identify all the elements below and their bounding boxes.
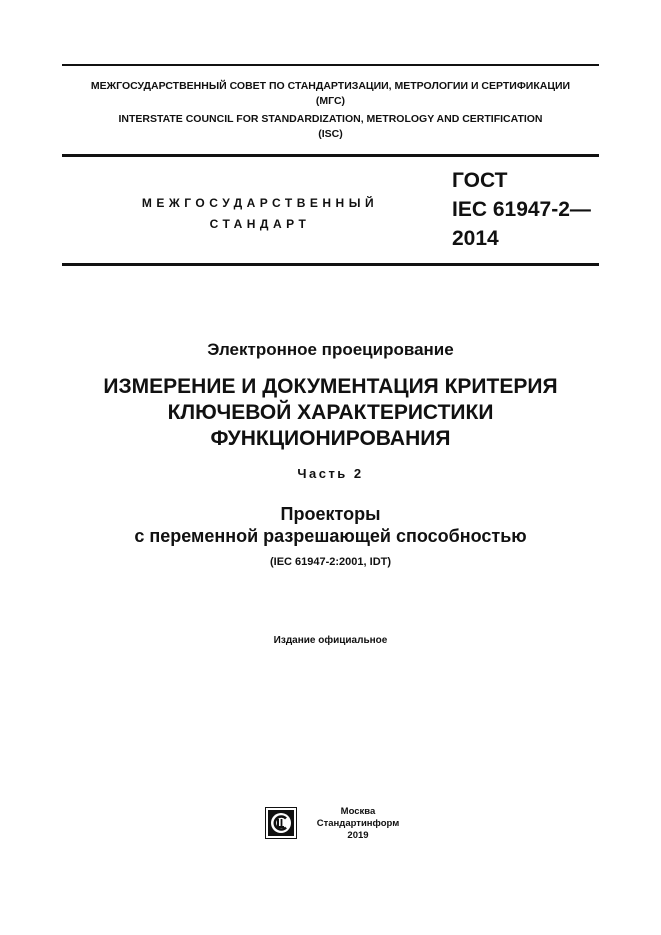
council-name-en <box>62 112 599 142</box>
top-rule <box>62 64 599 66</box>
council-ru-line1: МЕЖГОСУДАРСТВЕННЫЙ СОВЕТ ПО СТАНДАРТИЗАЦИИ, МЕТРОЛОГИИ И СЕРТИФИКАЦИИ <box>90 80 571 92</box>
publisher-name: Стандартинформ <box>316 818 400 829</box>
gost-line1: ГОСТ <box>452 169 508 192</box>
publisher-info <box>308 806 408 842</box>
council-ru-abbr: (МГС) <box>315 95 346 107</box>
header-rule-bottom <box>62 263 599 266</box>
publisher-city: Москва <box>340 806 376 817</box>
part-label: Часть 2 <box>297 466 364 481</box>
part-title-line1: Проекторы <box>280 504 381 524</box>
gost-line3: 2014 <box>452 227 499 250</box>
standard-type-line1: МЕЖГОСУДАРСТВЕННЫЙ <box>141 196 379 210</box>
gost-designation <box>452 166 591 253</box>
standard-type <box>110 193 410 235</box>
document-title <box>62 374 599 452</box>
council-en-abbr: (ISC) <box>318 128 343 140</box>
title-line1: ИЗМЕРЕНИЕ И ДОКУМЕНТАЦИЯ КРИТЕРИЯ <box>103 375 558 398</box>
title-line3: ФУНКЦИОНИРОВАНИЯ <box>210 427 451 450</box>
iec-reference: (IEC 61947-2:2001, IDT) <box>269 556 392 568</box>
publisher-year: 2019 <box>347 830 369 841</box>
council-name-ru <box>62 79 599 109</box>
title-line2: КЛЮЧЕВОЙ ХАРАКТЕРИСТИКИ <box>167 401 494 424</box>
document-subtitle: Электронное проецирование <box>207 340 454 359</box>
standard-type-line2: СТАНДАРТ <box>209 217 311 231</box>
header-rule-top <box>62 154 599 157</box>
gost-line2: IEC 61947-2— <box>452 198 591 221</box>
part-title <box>62 503 599 547</box>
edition-note: Издание официальное <box>273 635 388 646</box>
council-en-line1: INTERSTATE COUNCIL FOR STANDARDIZATION, METROLOGY AND CERTIFICATION <box>118 113 543 125</box>
standartinform-logo-icon <box>265 807 297 839</box>
part-title-line2: с переменной разрешающей способностью <box>134 526 527 546</box>
